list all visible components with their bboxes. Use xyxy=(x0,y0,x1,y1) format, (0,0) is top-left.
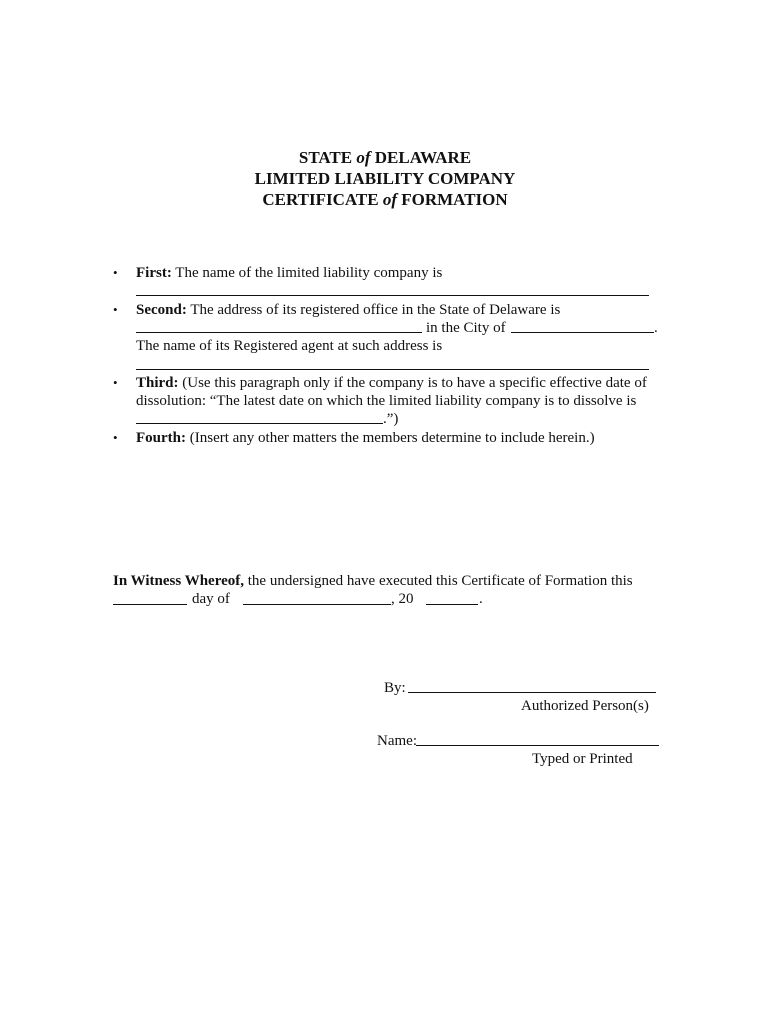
document-title xyxy=(0,147,770,210)
first-paragraph: First: The name of the limited liability company is xyxy=(136,265,443,281)
title-line-2: LIMITED LIABILITY COMPANY xyxy=(254,169,516,188)
by-signature-line[interactable] xyxy=(408,692,656,693)
title-line-1: STATE of DELAWARE xyxy=(298,148,472,167)
witness-year-line[interactable] xyxy=(426,604,478,605)
registered-office-address-line[interactable] xyxy=(136,332,422,333)
second-paragraph: Second: The address of its registered office in the State of Delaware is xyxy=(136,302,561,318)
bullet-second: • xyxy=(113,302,118,317)
registered-agent-text: The name of its Registered agent at such address is xyxy=(136,338,443,354)
dissolution-date-line[interactable] xyxy=(136,423,383,424)
by-label: By: xyxy=(384,680,406,696)
name-line[interactable] xyxy=(416,745,659,746)
witness-day-label: day of xyxy=(192,591,230,607)
witness-day-line[interactable] xyxy=(113,604,187,605)
bullet-first: • xyxy=(113,265,118,280)
third-paragraph-line-2: dissolution: “The latest date on which the limited liability company is to dissolve is xyxy=(136,393,637,409)
witness-paragraph: In Witness Whereof, the undersigned have executed this Certificate of Formation this xyxy=(113,573,633,589)
city-line[interactable] xyxy=(511,332,654,333)
bullet-fourth: • xyxy=(113,430,118,445)
third-close: .”) xyxy=(383,411,399,427)
city-period: . xyxy=(654,320,658,336)
third-paragraph: Third: (Use this paragraph only if the company is to have a specific effective date of xyxy=(136,375,647,391)
name-label: Name: xyxy=(377,733,417,749)
company-name-line[interactable] xyxy=(136,295,649,296)
title-line-3: CERTIFICATE of FORMATION xyxy=(262,190,508,209)
registered-agent-line[interactable] xyxy=(136,369,649,370)
bullet-third: • xyxy=(113,375,118,390)
witness-month-line[interactable] xyxy=(243,604,391,605)
witness-year-label: , 20 xyxy=(391,591,414,607)
witness-period: . xyxy=(479,591,483,607)
name-caption: Typed or Printed xyxy=(532,751,633,767)
fourth-paragraph: Fourth: (Insert any other matters the members determine to include herein.) xyxy=(136,430,595,446)
city-label: in the City of xyxy=(426,320,506,336)
by-caption: Authorized Person(s) xyxy=(521,698,649,714)
